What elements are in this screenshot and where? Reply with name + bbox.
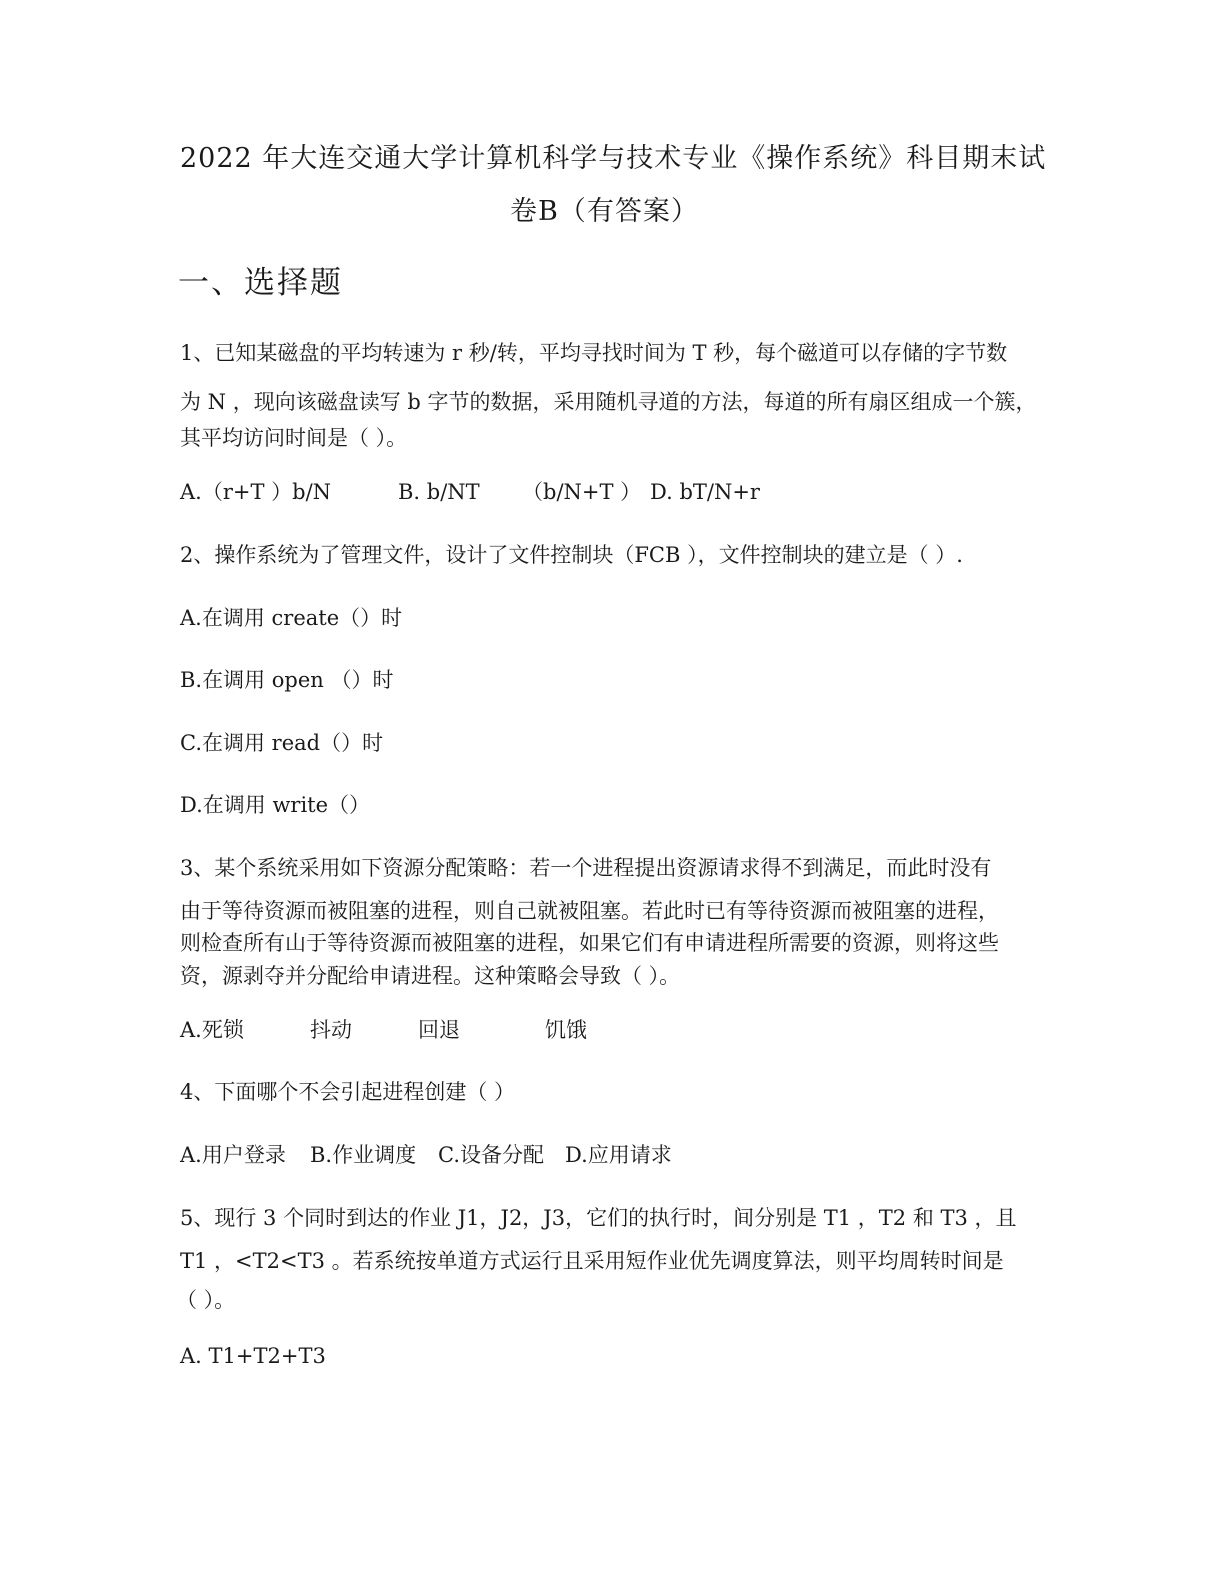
question-text-line: 2、操作系统为了管理文件，设计了文件控制块（FCB ），文件控制块的建立是（ ）. [180, 543, 963, 567]
option-a: A. T1+T2+T3 [180, 1344, 326, 1368]
question-text-line: 为 N ，现向该磁盘读写 b 字节的数据，采用随机寻道的方法，每道的所有扇区组成一个簇， [180, 390, 1037, 414]
document-title-line2: 卷B（有答案） [510, 196, 699, 227]
question-text-line: 4、下面哪个不会引起进程创建（ ） [180, 1080, 516, 1104]
question-text-line: 其平均访问时间是（ ）。 [180, 426, 408, 450]
option-c: 回退 [418, 1018, 460, 1042]
question-text-line: 5、现行 3 个同时到达的作业 J1，J2，J3，它们的执行时，间分别是 T1 ，T2 和 T3 ，且 [180, 1206, 1017, 1230]
option-a: A.用户登录 [180, 1143, 286, 1167]
option-b: B.作业调度 [310, 1143, 417, 1167]
option-d: D.应用请求 [565, 1143, 672, 1167]
option-d: D. bT/N+r [650, 480, 760, 504]
option-a: A.死锁 [180, 1018, 244, 1042]
question-text-line: 由于等待资源而被阻塞的进程，则自己就被阻塞。若此时已有等待资源而被阻塞的进程， [180, 899, 999, 923]
option-d: 饥饿 [545, 1018, 587, 1042]
section-heading: 一、选择题 [178, 265, 343, 301]
question-text-line: 3、某个系统采用如下资源分配策略：若一个进程提出资源请求得不到满足，而此时没有 [180, 856, 992, 880]
question-text-line: 资，源剥夺并分配给申请进程。这种策略会导致（ ）。 [180, 964, 681, 988]
option-a: A.在调用 create（）时 [180, 606, 403, 630]
option-c: （b/N+T ） [522, 480, 642, 504]
option-c: C.在调用 read（）时 [180, 731, 384, 755]
document-title-line1: 2022 年大连交通大学计算机科学与技术专业《操作系统》科目期末试 [180, 143, 1047, 174]
option-b: B. b/NT [398, 480, 480, 504]
option-c: C.设备分配 [438, 1143, 544, 1167]
question-text-line: 1、已知某磁盘的平均转速为 r 秒/转，平均寻找时间为 T 秒，每个磁道可以存储的字节数 [180, 341, 1008, 365]
question-text-line: 则检查所有山于等待资源而被阻塞的进程，如果它们有申请进程所需要的资源，则将这些 [180, 931, 999, 955]
option-a: A.（r+T ）b/N [180, 480, 332, 504]
option-b: B.在调用 open （）时 [180, 668, 394, 692]
option-d: D.在调用 write（） [180, 793, 371, 817]
option-b: 抖动 [310, 1018, 352, 1042]
question-text-line: T1 ，<T2<T3 。若系统按单道方式运行且采用短作业优先调度算法，则平均周转时间是 [180, 1249, 1004, 1273]
question-text-line: （ ）。 [176, 1288, 236, 1312]
